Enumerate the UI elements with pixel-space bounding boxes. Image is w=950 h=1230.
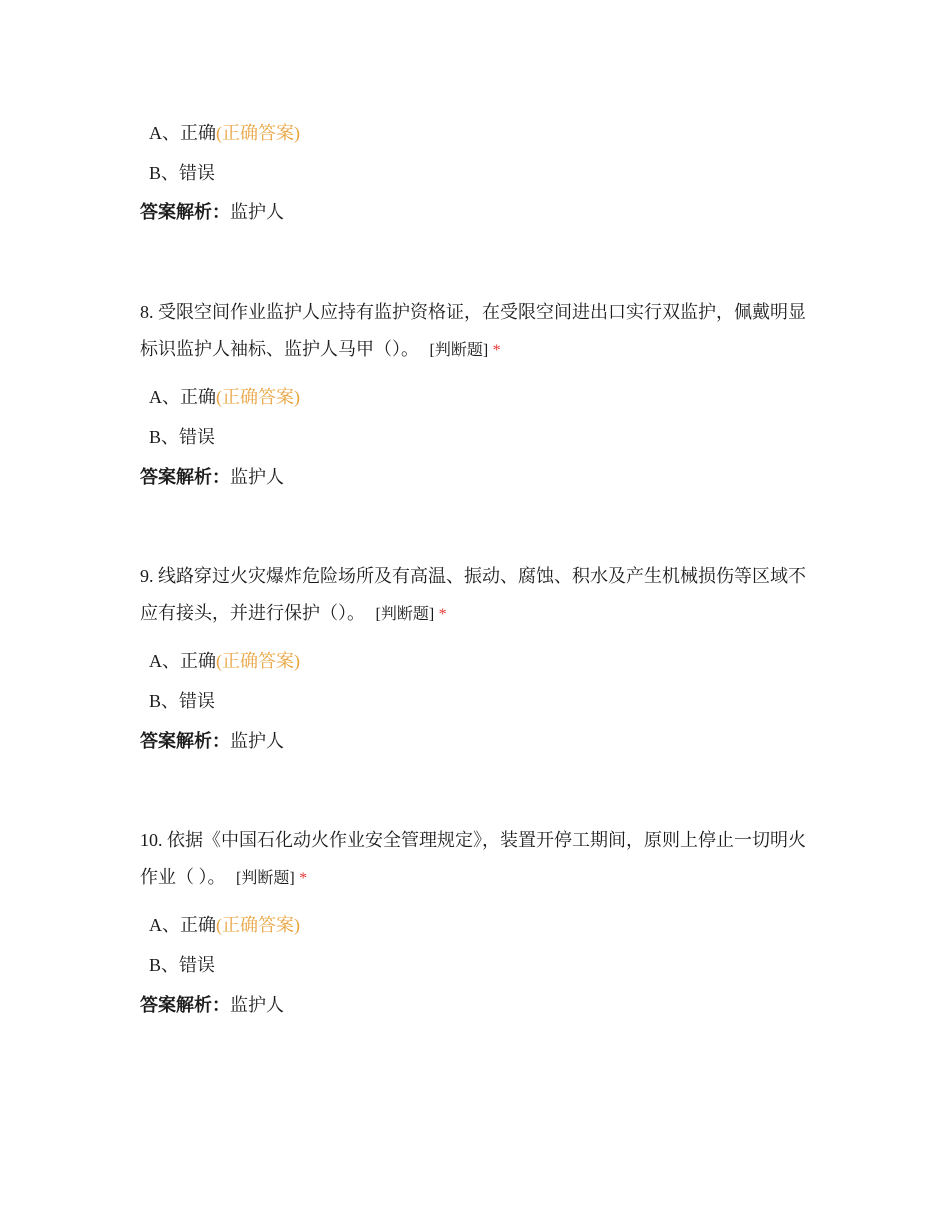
question-text: [140, 822, 820, 897]
answer-analysis: [140, 730, 830, 752]
question-body: 依据《中国石化动火作业安全管理规定》，装置开停工期间，原则上停止一切明火作业（ ）。: [140, 830, 806, 887]
required-marker: *: [299, 870, 308, 887]
required-marker: *: [438, 606, 447, 623]
analysis-text: 监护人: [230, 995, 284, 1015]
option-a[interactable]: [149, 122, 830, 144]
question-number: 10.: [140, 830, 163, 850]
option-a-label: A、正确: [149, 651, 216, 671]
answer-analysis: [140, 994, 830, 1016]
correct-answer-tag: (正确答案): [216, 651, 300, 671]
analysis-label: 答案解析：: [140, 731, 230, 751]
option-a[interactable]: [149, 386, 830, 408]
option-b-label: B、错误: [149, 163, 216, 183]
question-type: [判断题]: [236, 870, 295, 887]
option-b[interactable]: [149, 954, 830, 976]
option-a-label: A、正确: [149, 915, 216, 935]
analysis-label: 答案解析：: [140, 995, 230, 1015]
question-text: [140, 558, 820, 633]
answer-analysis: [140, 466, 830, 488]
correct-answer-tag: (正确答案): [216, 123, 300, 143]
question-text: [140, 294, 820, 369]
correct-answer-tag: (正确答案): [216, 915, 300, 935]
correct-answer-tag: (正确答案): [216, 387, 300, 407]
option-b-label: B、错误: [149, 955, 216, 975]
option-a[interactable]: [149, 914, 830, 936]
option-a[interactable]: [149, 650, 830, 672]
question-body: 受限空间作业监护人应持有监护资格证，在受限空间进出口实行双监护，佩戴明显标识监护人袖标、监护人马甲（）。: [140, 302, 806, 359]
analysis-text: 监护人: [230, 731, 284, 751]
analysis-label: 答案解析：: [140, 467, 230, 487]
analysis-label: 答案解析：: [140, 202, 230, 222]
option-a-label: A、正确: [149, 123, 216, 143]
question-body: 线路穿过火灾爆炸危险场所及有高温、振动、腐蚀、积水及产生机械损伤等区域不应有接头，并进行保护（）。: [140, 566, 806, 623]
question-number: 8.: [140, 302, 154, 322]
question-7-partial: [140, 122, 830, 223]
required-marker: *: [492, 342, 501, 359]
question-10: [140, 822, 830, 1016]
analysis-text: 监护人: [230, 202, 284, 222]
question-type: [判断题]: [429, 342, 489, 359]
option-b[interactable]: [149, 162, 830, 184]
option-b-label: B、错误: [149, 427, 216, 447]
option-b-label: B、错误: [149, 691, 216, 711]
question-9: [140, 558, 830, 752]
option-a-label: A、正确: [149, 387, 216, 407]
option-b[interactable]: [149, 690, 830, 712]
answer-analysis: [140, 201, 830, 223]
question-8: [140, 294, 830, 488]
question-type: [判断题]: [375, 606, 435, 623]
analysis-text: 监护人: [230, 467, 284, 487]
question-number: 9.: [140, 566, 154, 586]
option-b[interactable]: [149, 426, 830, 448]
